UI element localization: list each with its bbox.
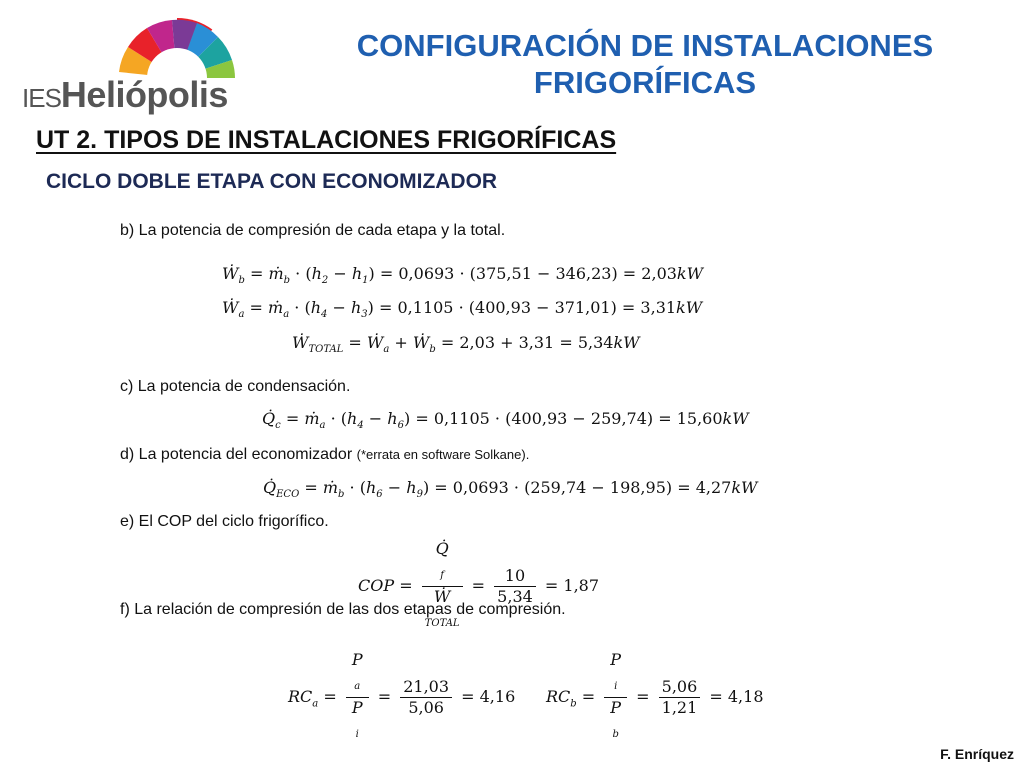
- equation-qc: $Q̇_c$ = ṁ$_a$ · $(h_4 - h_6) = 0,1105 \cdot (400,93 - 259,74) = 15,60kW$: [262, 409, 749, 432]
- equation-rcb: $RC_b$ = P $_i$ P $_b$ = $\frac{5,06}{1,21}$ = 4,18: [546, 650, 764, 741]
- question-f: f) La relación de compresión de las dos etapas de compresión.: [120, 601, 566, 618]
- question-c: c) La potencia de condensación.: [120, 378, 351, 395]
- slide-title-line1: CONFIGURACIÓN DE INSTALACIONES: [356, 28, 934, 63]
- slide-title-line2: FRIGORÍFICAS: [533, 65, 757, 100]
- question-d: [120, 446, 529, 464]
- equation-rca: $RC_a$ = P $_a$ P $_i$ = $\frac{21,03}{5,06}$ = 4,16: [288, 650, 516, 741]
- question-d-text: d) La potencia del economizador: [120, 446, 353, 463]
- logo-name: Heliópolis: [60, 74, 228, 115]
- unit-heading: UT 2. TIPOS DE INSTALACIONES FRIGORÍFICAS: [36, 126, 617, 154]
- logo-wordmark: [22, 74, 228, 116]
- slide-title: [300, 27, 990, 101]
- section-heading: CICLO DOBLE ETAPA CON ECONOMIZADOR: [46, 170, 498, 193]
- equation-wa: Ẇ$_a$ = ṁ$_a$ · $(h_4 - h_3) = 0,1105 \cdot (400,93 - 371,01) = 3,31kW$: [222, 298, 703, 321]
- equation-qeco: $Q̇_{ECO}$ = ṁ$_b$ · $(h_6 - h_9) = 0,0693 \cdot (259,74 - 198,95) = 4,27kW$: [263, 478, 758, 501]
- author-credit: F. Enríquez: [940, 746, 1014, 762]
- equation-wb: Ẇ$_b$ = ṁ$_b$ · $(h_2 - h_1) = 0,0693 \cdot (375,51 - 346,23) = 2,03kW$: [222, 264, 704, 287]
- school-logo: [22, 14, 247, 114]
- question-b: b) La potencia de compresión de cada etapa y la total.: [120, 222, 506, 239]
- logo-prefix: IES: [22, 83, 61, 113]
- equation-wtotal: Ẇ$_{TOTAL}$ = Ẇ$_a$ + Ẇ$_b$ = 2,03 + 3,31 = 5,34kW: [292, 333, 640, 356]
- question-e: e) El COP del ciclo frigorífico.: [120, 513, 329, 530]
- errata-note: (*errata en software Solkane).: [356, 447, 530, 462]
- equation-cop: COP = Q̇ $_f$ Ẇ $_{TOTAL}$ = $\frac{10}{5,34}$ = 1,87: [358, 539, 600, 630]
- rainbow-fan-icon: [112, 14, 242, 80]
